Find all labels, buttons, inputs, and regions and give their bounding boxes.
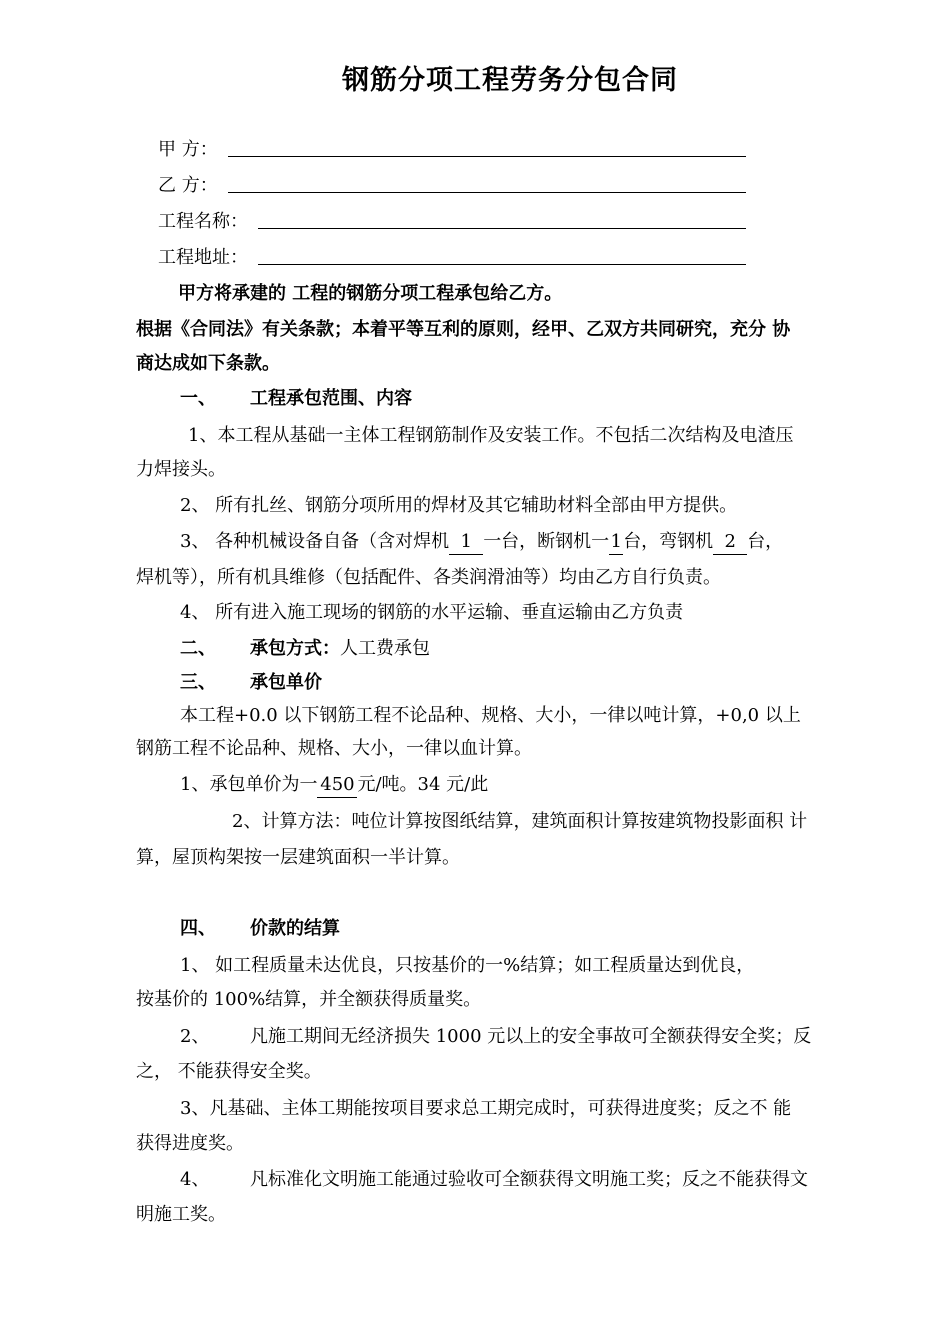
- section1-item3-line1: [180, 530, 783, 555]
- section1-item1-line2: 力焊接头。: [136, 459, 226, 480]
- item3-mid1: 一台，断钢机一: [483, 531, 610, 552]
- section3-item2-line2: 算，屋顶构架按一层建筑面积一半计算。: [136, 847, 460, 868]
- section4-item2-number: 2、: [180, 1026, 210, 1047]
- section3-para-line1: 本工程+0.0 以下钢筋工程不论品种、规格、大小，一律以吨计算，+0,0 以上: [180, 705, 801, 726]
- section3-item2-line1: 2、计算方法：吨位计算按图纸结算，建筑面积计算按建筑物投影面积 计: [232, 811, 808, 832]
- project-address-label: 工程地址：: [158, 247, 248, 268]
- section4-item4-number: 4、: [180, 1169, 210, 1190]
- cutter-count: 1: [609, 530, 623, 555]
- section4-item2-line1: 凡施工期间无经济损失 1000 元以上的安全事故可全额获得安全奖；反: [250, 1026, 812, 1047]
- section4-item1-line2: 按基价的 100%结算，并全额获得质量奖。: [136, 989, 482, 1010]
- bender-count: 2: [713, 530, 747, 555]
- project-address-field-line: [258, 264, 746, 265]
- section4-item1-line1: 1、 如工程质量未达优良，只按基价的一%结算；如工程质量达到优良，: [180, 955, 755, 976]
- item3-mid2: 台，弯钢机: [623, 531, 714, 552]
- item3-suffix: 台，: [747, 531, 784, 552]
- section1-item1-line1: 1、本工程从基础一主体工程钢筋制作及安装工作。不包括二次结构及电渣压: [188, 425, 794, 446]
- section4-item4-line2: 明施工奖。: [136, 1204, 226, 1225]
- section4-item3-line2: 获得进度奖。: [136, 1133, 244, 1154]
- section1-item4: 4、 所有进入施工现场的钢筋的水平运输、垂直运输由乙方负责: [180, 602, 684, 623]
- section4-item2-line2: 之， 不能获得安全奖。: [136, 1061, 322, 1082]
- section4-heading: 价款的结算: [250, 918, 340, 939]
- section2-heading: [250, 637, 430, 661]
- section1-item3-line2: 焊机等），所有机具维修（包括配件、各类润滑油等）均由乙方自行负责。: [136, 567, 721, 588]
- project-name-label: 工程名称：: [158, 211, 248, 232]
- section2-heading-value: 人工费承包: [340, 638, 430, 659]
- section2-heading-label: 承包方式：: [250, 638, 340, 659]
- party-a-field-line: [228, 156, 746, 157]
- item3-prefix: 3、 各种机械设备自备（含对焊机: [180, 531, 450, 552]
- section3-para-line2: 钢筋工程不论品种、规格、大小，一律以血计算。: [136, 738, 532, 759]
- unit-price-suffix: 元/吨。34 元/此: [357, 774, 489, 795]
- section3-heading: 承包单价: [250, 672, 322, 693]
- intro-line-1: 甲方将承建的 工程的钢筋分项工程承包给乙方。: [178, 283, 563, 304]
- section2-number: 二、: [180, 638, 216, 659]
- welder-count: 1: [449, 530, 483, 555]
- party-b-label: 乙 方：: [158, 175, 218, 196]
- section4-item3-line1: 3、凡基础、主体工期能按项目要求总工期完成时，可获得进度奖；反之不 能: [180, 1098, 792, 1119]
- section4-item4-line1: 凡标准化文明施工能通过验收可全额获得文明施工奖；反之不能获得文: [250, 1169, 808, 1190]
- section4-number: 四、: [180, 918, 216, 939]
- intro-line-3: 商达成如下条款。: [136, 353, 280, 374]
- section1-heading: 工程承包范围、内容: [250, 388, 412, 409]
- party-a-label: 甲 方：: [158, 139, 218, 160]
- section3-item1: [180, 773, 488, 798]
- party-b-field-line: [228, 192, 746, 193]
- unit-price-prefix: 1、承包单价为一: [180, 774, 318, 795]
- section1-item2: 2、 所有扎丝、钢筋分项所用的焊材及其它辅助材料全部由甲方提供。: [180, 495, 738, 516]
- unit-price-value: 450: [317, 773, 357, 798]
- section3-number: 三、: [180, 672, 216, 693]
- section1-number: 一、: [180, 388, 216, 409]
- project-name-field-line: [258, 228, 746, 229]
- intro-line-2: 根据《合同法》有关条款；本着平等互利的原则，经甲、乙双方共同研究，充分 协: [136, 319, 791, 340]
- document-title: 钢筋分项工程劳务分包合同: [342, 65, 678, 96]
